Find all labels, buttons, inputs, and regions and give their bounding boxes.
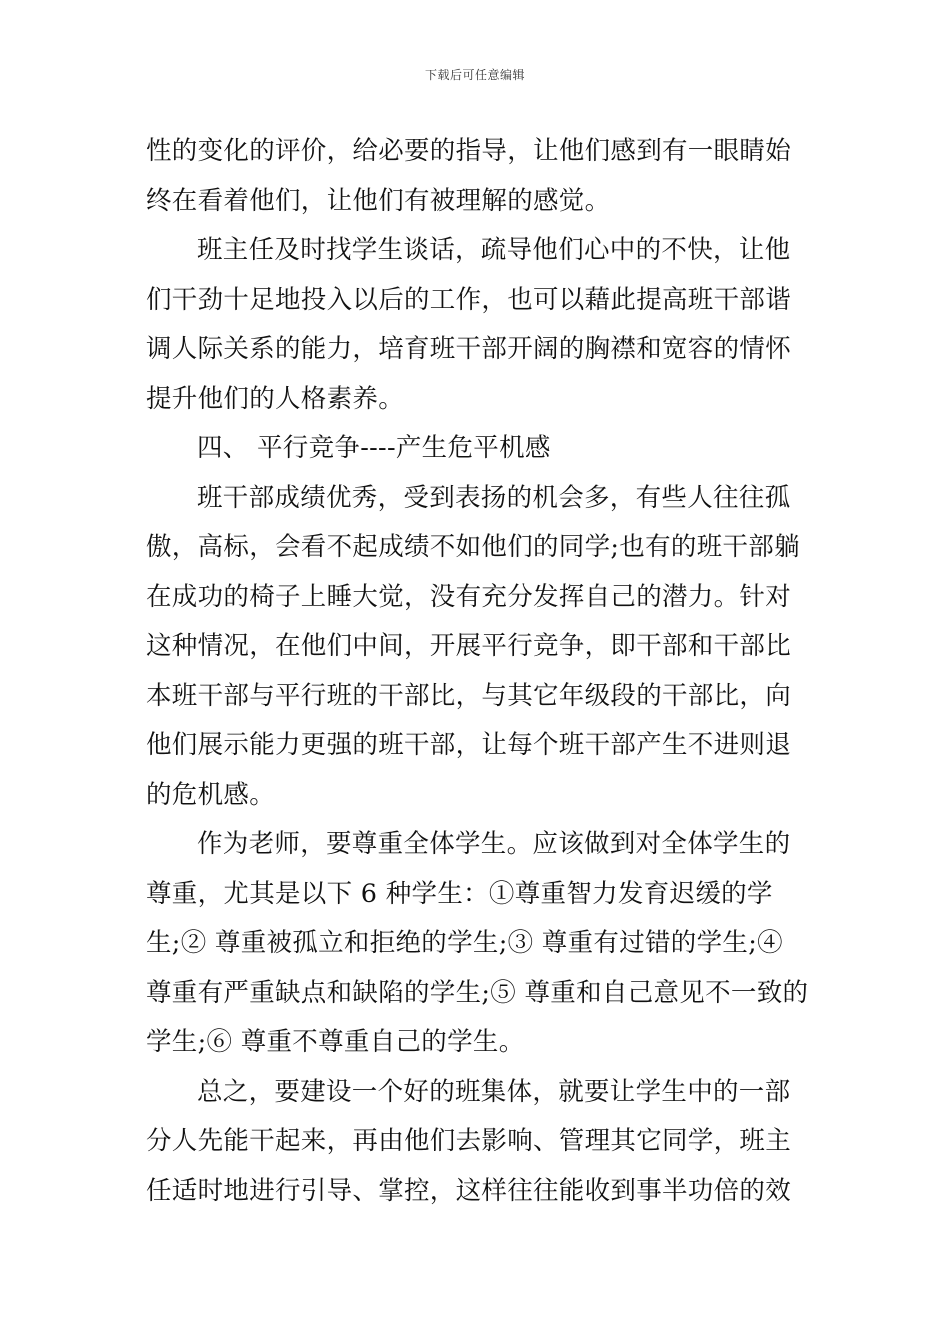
text-line: 调人际关系的能力，培育班干部开阔的胸襟和宽容的情怀 — [146, 334, 792, 364]
text-line: 们干劲十足地投入以后的工作，也可以藉此提高班干部谐 — [146, 284, 792, 315]
text-line: 尊重，尤其是以下 6 种学生：①尊重智力发育迟缓的学 — [146, 878, 773, 909]
text-line: 本班干部与平行班的干部比，与其它年级段的干部比，向 — [146, 680, 792, 711]
text-line: 班主任及时找学生谈话，疏导他们心中的不快，让他 — [197, 235, 791, 265]
text-line: 四、 平行竞争----产生危平机感 — [197, 433, 551, 463]
text-line: 他们展示能力更强的班干部，让每个班干部产生不进则退 — [146, 730, 792, 760]
text-line: 班干部成绩优秀，受到表扬的机会多，有些人往往孤 — [197, 482, 791, 513]
text-line: 总之，要建设一个好的班集体，就要让学生中的一部 — [197, 1076, 791, 1107]
text-line: 提升他们的人格素养。 — [146, 383, 405, 414]
text-line: 终在看着他们，让他们有被理解的感觉。 — [146, 185, 611, 216]
text-line: 学生;⑥ 尊重不尊重自己的学生。 — [146, 1027, 525, 1057]
text-line: 生;② 尊重被孤立和拒绝的学生;③ 尊重有过错的学生;④ — [146, 928, 783, 958]
text-line: 分人先能干起来，再由他们去影响、管理其它同学，班主 — [146, 1126, 792, 1156]
text-line: 在成功的椅子上睡大觉，没有充分发挥自己的潜力。针对 — [146, 581, 792, 612]
document-body — [146, 127, 809, 1216]
text-line: 尊重有严重缺点和缺陷的学生;⑤ 尊重和自己意见不一致的 — [146, 977, 809, 1008]
text-line: 的危机感。 — [146, 779, 276, 810]
text-line: 任适时地进行引导、掌控，这样往往能收到事半功倍的效 — [146, 1175, 792, 1206]
text-line: 傲，高标，会看不起成绩不如他们的同学;也有的班干部躺 — [146, 532, 800, 562]
text-line: 作为老师，要尊重全体学生。应该做到对全体学生的 — [197, 829, 791, 859]
text-line: 这种情况，在他们中间，开展平行竞争，即干部和干部比 — [146, 631, 792, 661]
page-header: 下载后可任意编辑 — [424, 68, 525, 82]
text-line: 性的变化的评价，给必要的指导，让他们感到有一眼睛始 — [146, 136, 792, 166]
